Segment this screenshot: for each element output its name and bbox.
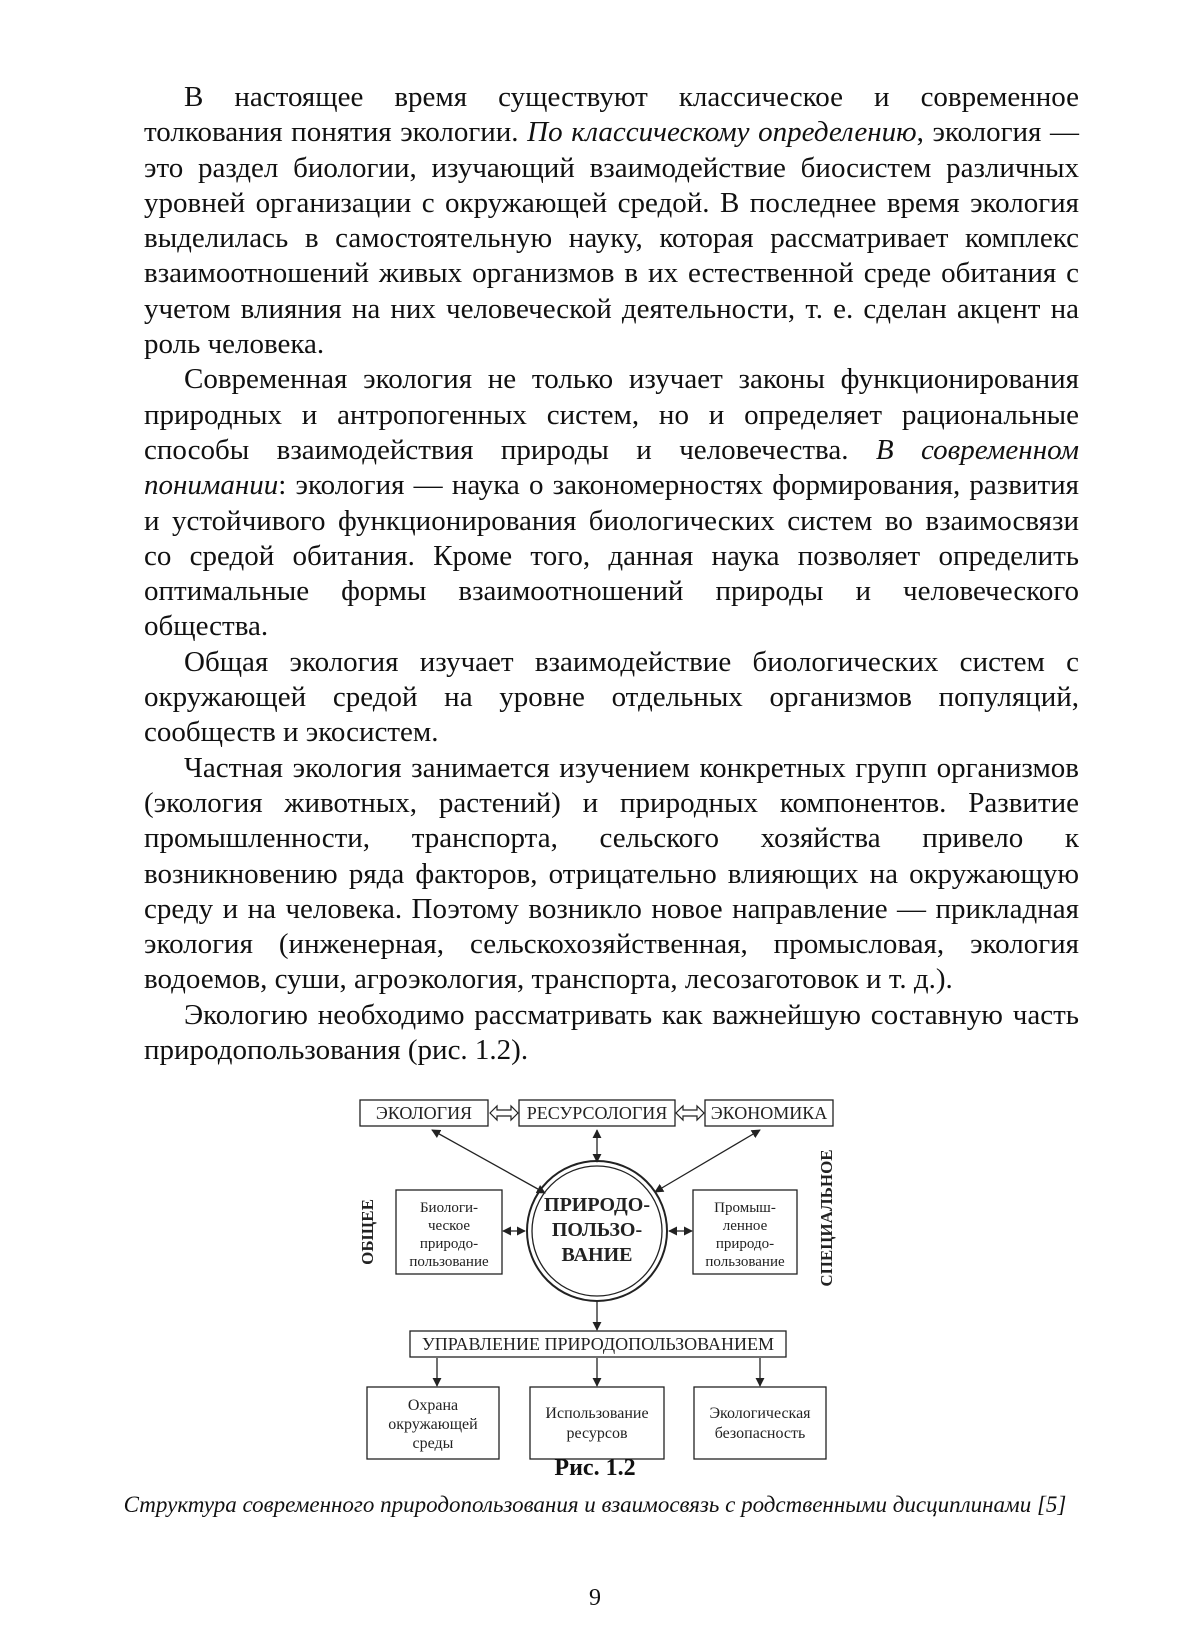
resources-line2: ресурсов [566,1425,628,1442]
protection-line1: Охрана [407,1397,459,1414]
industrial-line3: природо- [715,1236,775,1252]
safety-line1: Экологическая [709,1405,811,1422]
italic-term: В современном понимании [144,433,1079,502]
diagram-svg [0,1090,1190,1470]
industrial-line4: пользование [705,1254,785,1270]
center-label-line2: ПОЛЬЗО- [551,1219,643,1241]
protection-line2: окружающей [388,1416,478,1433]
resources-line1: Использование [545,1405,649,1422]
resourcology-label: РЕСУРСОЛОГИЯ [526,1103,668,1123]
protection-line3: среды [412,1435,454,1452]
arrow-ecology-center [432,1130,545,1193]
double-arrow-left [490,1106,518,1120]
industrial-line1: Промыш- [714,1200,776,1216]
biological-line1: Биологи- [419,1200,479,1216]
safety-line2: безопасность [714,1425,806,1442]
figure-diagram [0,1090,1190,1470]
biological-line3: природо- [419,1236,479,1252]
resources-box [530,1387,664,1459]
special-side-label: СПЕЦИАЛЬНОЕ [817,1149,836,1287]
center-label-line3: ВАНИЕ [561,1244,633,1266]
biological-line2: ческое [427,1218,471,1234]
figure-caption: Структура современного природопользования и взаимосвязь с родственными дисциплинами [5] [123,1492,1067,1517]
paragraph: Общая экология изучает взаимодействие биологических систем с окружающей средой на уровне отдельных организмов популяций, сообществ и экосистем. [144,645,1079,749]
body-text [144,80,1079,1068]
paragraph: Современная экология не только изучает законы функционирования природных и антропогенных систем, но и определяет рациональные способы взаимодействия природы и человечества. В современном понимании: экология — наука о закономерностях формирования, развития и устойчивого функционирования биологических систем во взаимосвязи со средой обитания. Кроме того, данная наука позволяет определить оптимальные формы взаимоотношений природы и человеческого общества. [144,363,1079,643]
figure-title: Рис. 1.2 [554,1455,636,1481]
economics-label: ЭКОНОМИКА [710,1103,828,1123]
paragraph: Экологию необходимо рассматривать как важнейшую составную часть природопользования (рис. 1.2). [144,998,1079,1067]
double-arrow-right [676,1106,704,1120]
ecology-label: ЭКОЛОГИЯ [375,1103,473,1123]
center-label-line1: ПРИРОДО- [544,1194,650,1216]
general-side-label: ОБЩЕЕ [358,1199,377,1265]
industrial-line2: ленное [722,1218,768,1234]
biological-line4: пользование [409,1254,489,1270]
paragraph: Частная экология занимается изучением конкретных групп организмов (экология животных, растений) и природных компонентов. Развитие промышленности, транспорта, сельского хозяйства привело к возникновению ряда факторов, отрицательно влияющих на окружающую среду и на человека. Поэтому возникло новое направление — прикладная экология (инженерная, сельскохозяйственная, промысловая, экология водоемов, суши, агроэкология, транспорта, лесозаготовок и т. д.). [144,751,1079,996]
arrow-economics-center [655,1130,760,1192]
italic-term: По классическому определению [527,116,917,149]
management-label: УПРАВЛЕНИЕ ПРИРОДОПОЛЬЗОВАНИЕМ [422,1334,774,1354]
paragraph: В настоящее время существуют классическое и современное толкования понятия экологии. По классическому определению, экология — это раздел биологии, изучающий взаимодействие биосистем различных уровней организации с окружающей средой. В последнее время экология выделилась в самостоятельную науку, которая рассматривает комплекс взаимоотношений живых организмов в их естественной среде обитания с учетом влияния на них человеческой деятельности, т. е. сделан акцент на роль человека. [144,81,1079,361]
page-number: 9 [589,1585,601,1611]
safety-box [694,1387,826,1459]
